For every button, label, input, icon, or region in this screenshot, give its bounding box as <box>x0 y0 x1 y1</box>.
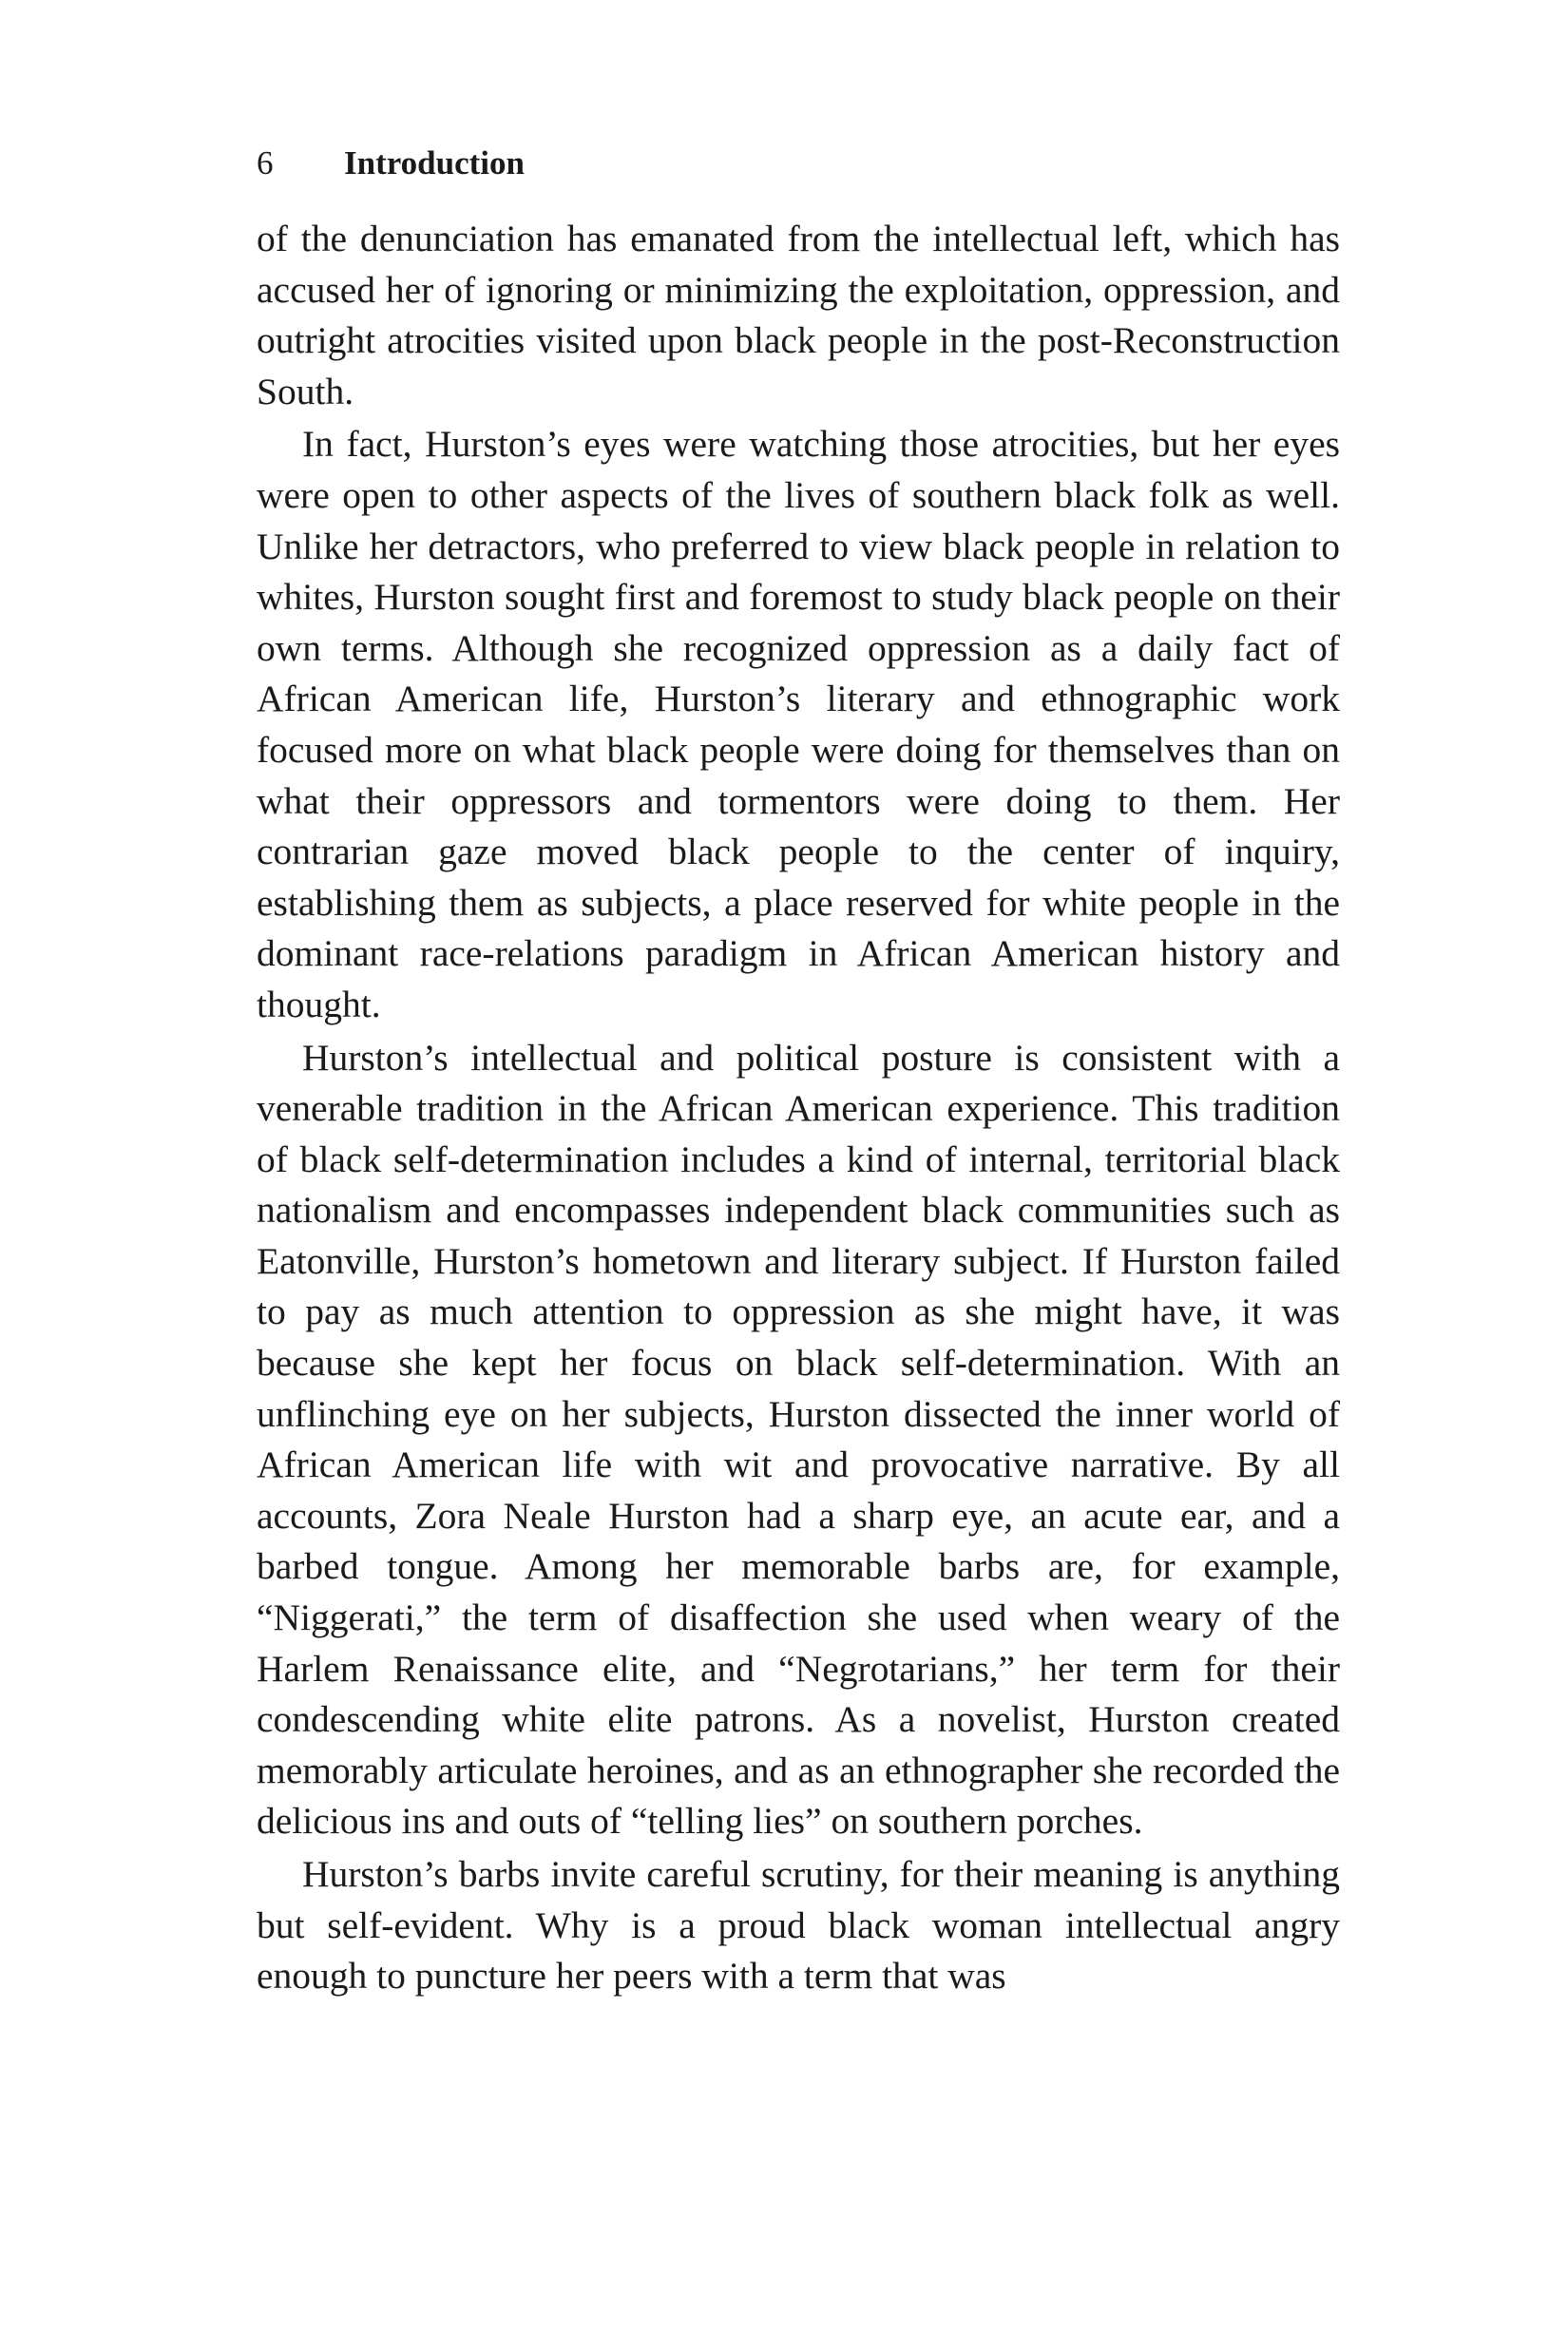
paragraph-continued: of the denunciation has emanated from the intellectual left, which has accused her of ignoring or minimizing the exploitation, oppression, and outright atrocities visited upon black people in the post-Reconstruction South. <box>257 218 1340 412</box>
section-title: Introduction <box>344 144 525 182</box>
paragraph: Hurston’s barbs invite careful scrutiny, for their meaning is anything but self-evident. Why is a proud black woman intellectual angry enough to puncture her peers with a term that was <box>257 1853 1340 1998</box>
paragraph: Hurston’s intellectual and political posture is consistent with a venerable tradition in the African American experience. This tradition of black self-determination includes a kind of internal, territorial black nationalism and encompasses independent black communities such as Eatonville, Hurston’s hometown and literary subject. If Hurston failed to pay as much attention to oppression as she might have, it was because she kept her focus on black self-determination. With an unflinching eye on her subjects, Hurston dissected the inner world of African American life with wit and provocative narrative. By all accounts, Zora Neale Hurston had a sharp eye, an acute ear, and a barbed tongue. Among her memorable barbs are, for example, “Niggerati,” the term of disaffection she used when weary of the Harlem Renaissance elite, and “Negrotarians,” her term for their condescending white elite patrons. As a novelist, Hurston created memorably articulate heroines, and as an ethnographer she recorded the delicious ins and outs of “telling lies” on southern porches. <box>257 1036 1340 1843</box>
paragraph: In fact, Hurston’s eyes were watching those atrocities, but her eyes were open to other aspects of the lives of southern black folk as well. Unlike her detractors, who preferred to view black people in relation to whites, Hurston sought first and foremost to study black people on their own terms. Although she recognized oppression as a daily fact of African American life, Hurston’s literary and ethnographic work focused more on what black people were doing for themselves than on what their oppressors and tormentors were doing to them. Her contrarian gaze moved black people to the center of inquiry, establishing them as subjects, a place reserved for white people in the dominant race-relations paradigm in African American history and thought. <box>257 423 1340 1025</box>
body-text <box>257 214 1340 2002</box>
page-number: 6 <box>257 144 274 182</box>
running-head <box>257 141 1340 186</box>
